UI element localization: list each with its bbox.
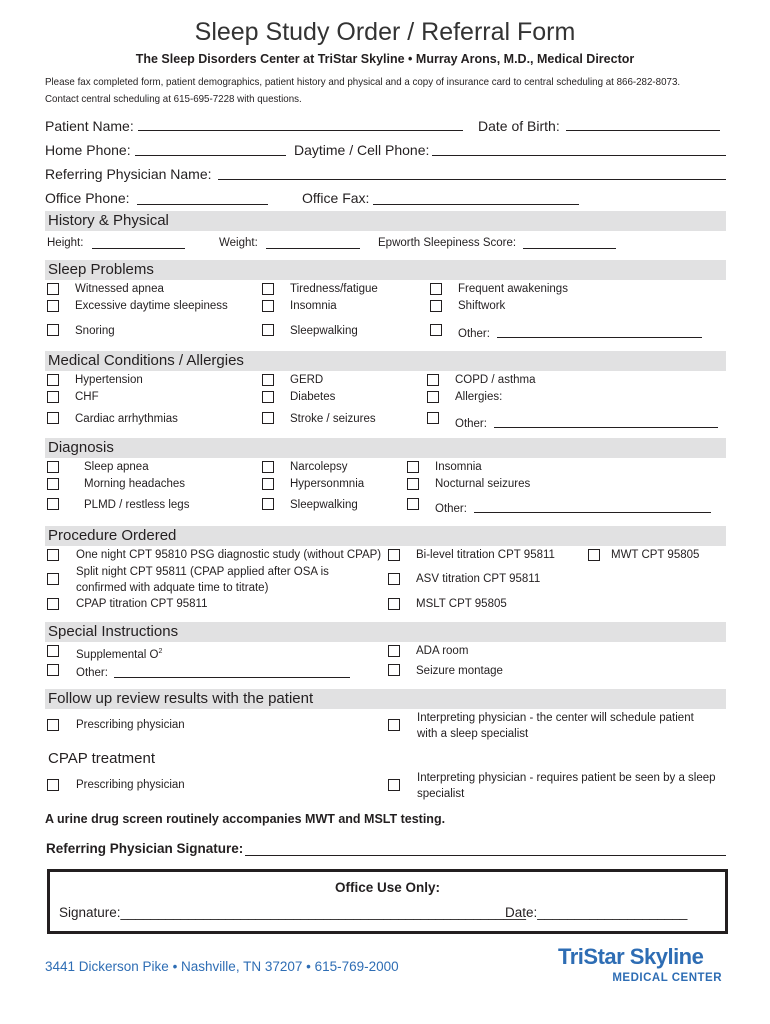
option-label: Allergies: xyxy=(455,391,503,403)
section-heading: Sleep Problems xyxy=(48,261,154,278)
section-heading: Procedure Ordered xyxy=(48,527,177,544)
office-phone-label: Office Phone: xyxy=(45,190,130,206)
snoring-checkbox[interactable] xyxy=(47,324,59,336)
narcolepsy-checkbox[interactable] xyxy=(262,461,274,473)
section-follow-up xyxy=(45,689,726,709)
urine-drug-screen-notice: A urine drug screen routinely accompanies MWT and MSLT testing. xyxy=(45,812,446,826)
option-label: Hypertension xyxy=(75,374,143,386)
bilevel-titration-checkbox[interactable] xyxy=(388,549,400,561)
office-use-box xyxy=(47,869,728,934)
copd-asthma-checkbox[interactable] xyxy=(427,374,439,386)
diagnosis-other-checkbox[interactable] xyxy=(407,498,419,510)
weight-label: Weight: xyxy=(219,237,258,249)
medical-other-checkbox[interactable] xyxy=(427,412,439,424)
hypersomnia-checkbox[interactable] xyxy=(262,478,274,490)
cpap-titration-checkbox[interactable] xyxy=(47,598,59,610)
sleep-other-field[interactable] xyxy=(497,337,702,338)
cell-phone-field[interactable] xyxy=(432,155,726,156)
referring-physician-label: Referring Physician Name: xyxy=(45,166,212,182)
split-night-checkbox[interactable] xyxy=(47,573,59,585)
referring-signature-label: Referring Physician Signature: xyxy=(46,841,244,856)
option-label: MWT CPT 95805 xyxy=(611,549,700,561)
daytime-sleepiness-checkbox[interactable] xyxy=(47,300,59,312)
logo-subtitle: MEDICAL CENTER xyxy=(612,972,722,984)
sleep-apnea-checkbox[interactable] xyxy=(47,461,59,473)
cpap-treatment-heading: CPAP treatment xyxy=(48,750,155,767)
form-title: Sleep Study Order / Referral Form xyxy=(194,18,576,46)
section-diagnosis xyxy=(45,438,726,458)
shiftwork-checkbox[interactable] xyxy=(430,300,442,312)
option-label: Other: xyxy=(455,418,487,430)
option-label: GERD xyxy=(290,374,324,386)
gerd-checkbox[interactable] xyxy=(262,374,274,386)
option-label: Nocturnal seizures xyxy=(435,478,531,490)
option-label: CPAP titration CPT 95811 xyxy=(76,598,208,610)
option-label: Seizure montage xyxy=(416,665,503,677)
nocturnal-seizures-checkbox[interactable] xyxy=(407,478,419,490)
section-heading: Follow up review results with the patient xyxy=(48,690,314,707)
dob-field[interactable] xyxy=(566,130,720,131)
supplemental-oxygen-label: Supplemental O xyxy=(76,648,159,661)
cell-phone-label: Daytime / Cell Phone: xyxy=(294,142,430,158)
option-label: CHF xyxy=(75,391,99,403)
tristar-skyline-logo xyxy=(556,944,726,992)
office-use-title: Office Use Only: xyxy=(334,880,441,895)
weight-field[interactable] xyxy=(266,248,360,249)
option-label: Cardiac arrhythmias xyxy=(75,413,178,425)
special-other-field[interactable] xyxy=(114,677,350,678)
section-heading: Medical Conditions / Allergies xyxy=(48,352,244,369)
option-label: Stroke / seizures xyxy=(290,413,376,425)
oxygen-subscript: 2 xyxy=(158,648,163,655)
allergies-checkbox[interactable] xyxy=(427,391,439,403)
plmd-checkbox[interactable] xyxy=(47,498,59,510)
logo-wordmark: TriStar Skyline xyxy=(558,944,704,969)
diabetes-checkbox[interactable] xyxy=(262,391,274,403)
epworth-field[interactable] xyxy=(523,248,616,249)
dob-label: Date of Birth: xyxy=(478,118,560,134)
sleepwalking-checkbox[interactable] xyxy=(262,324,274,336)
option-label: Bi-level titration CPT 95811 xyxy=(416,549,555,561)
medical-other-field[interactable] xyxy=(494,427,718,428)
option-label-continued: specialist xyxy=(417,788,465,800)
cpap-interpreting-checkbox[interactable] xyxy=(388,779,400,791)
asv-titration-checkbox[interactable] xyxy=(388,573,400,585)
referring-signature-field[interactable] xyxy=(245,855,726,856)
section-sleep-problems xyxy=(45,260,726,280)
diagnosis-other-field[interactable] xyxy=(474,512,711,513)
option-label: Narcolepsy xyxy=(290,461,348,473)
option-label: Excessive daytime sleepiness xyxy=(75,300,228,312)
option-label: Sleepwalking xyxy=(290,499,358,511)
office-fax-label: Office Fax: xyxy=(302,190,370,206)
section-procedure-ordered xyxy=(45,526,726,546)
footer-address: 3441 Dickerson Pike • Nashville, TN 37207 • 615-769-2000 xyxy=(45,959,399,974)
epworth-label: Epworth Sleepiness Score: xyxy=(378,237,517,249)
option-label: ADA room xyxy=(416,645,469,657)
option-label: Sleepwalking xyxy=(290,325,358,337)
psg-diagnostic-checkbox[interactable] xyxy=(47,549,59,561)
sleep-other-checkbox[interactable] xyxy=(430,324,442,336)
option-label: PLMD / restless legs xyxy=(84,499,190,511)
option-label: COPD / asthma xyxy=(455,374,536,386)
section-special-instructions xyxy=(45,622,726,642)
option-label xyxy=(76,644,162,663)
office-phone-field[interactable] xyxy=(137,204,268,205)
option-label: Interpreting physician - requires patient be seen by a sleep xyxy=(417,772,716,784)
option-label: Hypersonmnia xyxy=(290,478,365,490)
option-label: Interpreting physician - the center will schedule patient xyxy=(417,712,694,724)
option-label-continued: confirmed with adquate time to titrate) xyxy=(76,582,269,594)
section-medical-conditions xyxy=(45,351,726,371)
option-label: Sleep apnea xyxy=(84,461,149,473)
hypertension-checkbox[interactable] xyxy=(47,374,59,386)
tiredness-checkbox[interactable] xyxy=(262,283,274,295)
option-label: Snoring xyxy=(75,325,115,337)
option-label: ASV titration CPT 95811 xyxy=(416,573,541,585)
diagnosis-insomnia-checkbox[interactable] xyxy=(407,461,419,473)
stroke-seizures-checkbox[interactable] xyxy=(262,412,274,424)
morning-headaches-checkbox[interactable] xyxy=(47,478,59,490)
witnessed-apnea-checkbox[interactable] xyxy=(47,283,59,295)
option-label: Other: xyxy=(76,667,108,679)
section-history-physical xyxy=(45,211,726,231)
followup-prescribing-checkbox[interactable] xyxy=(47,719,59,731)
option-label: Tiredness/fatigue xyxy=(290,283,378,295)
option-label: Split night CPT 95811 (CPAP applied after OSA is xyxy=(76,566,329,578)
option-label-continued: with a sleep specialist xyxy=(417,728,529,740)
option-label: Shiftwork xyxy=(458,300,506,312)
home-phone-field[interactable] xyxy=(135,155,286,156)
referring-physician-field[interactable] xyxy=(218,179,726,180)
section-heading: History & Physical xyxy=(48,212,169,229)
insomnia-checkbox[interactable] xyxy=(262,300,274,312)
mslt-checkbox[interactable] xyxy=(388,598,400,610)
special-other-checkbox[interactable] xyxy=(47,664,59,676)
supplemental-oxygen-checkbox[interactable] xyxy=(47,645,59,657)
option-label: Prescribing physician xyxy=(76,779,185,791)
seizure-montage-checkbox[interactable] xyxy=(388,664,400,676)
patient-name-label: Patient Name: xyxy=(45,118,134,134)
height-label: Height: xyxy=(47,237,84,249)
office-date-field[interactable]: Date:____________________ xyxy=(505,905,688,920)
diagnosis-sleepwalking-checkbox[interactable] xyxy=(262,498,274,510)
instructions-line-2: Contact central scheduling at 615-695-7228 with questions. xyxy=(45,93,302,105)
form-subtitle: The Sleep Disorders Center at TriStar Skyline • Murray Arons, M.D., Medical Director xyxy=(135,52,635,66)
cpap-prescribing-checkbox[interactable] xyxy=(47,779,59,791)
chf-checkbox[interactable] xyxy=(47,391,59,403)
option-label: Insomnia xyxy=(435,461,482,473)
option-label: Witnessed apnea xyxy=(75,283,164,295)
office-signature-field[interactable]: Signature:______________________________________________________ xyxy=(59,905,526,920)
office-fax-field[interactable] xyxy=(373,204,579,205)
option-label: MSLT CPT 95805 xyxy=(416,598,507,610)
ada-room-checkbox[interactable] xyxy=(388,645,400,657)
mwt-checkbox[interactable] xyxy=(588,549,600,561)
option-label: Morning headaches xyxy=(84,478,186,490)
option-label: Other: xyxy=(458,328,490,340)
home-phone-label: Home Phone: xyxy=(45,142,131,158)
option-label: Frequent awakenings xyxy=(458,283,568,295)
patient-name-field[interactable] xyxy=(138,130,463,131)
option-label: One night CPT 95810 PSG diagnostic study (without CPAP) xyxy=(76,549,382,561)
frequent-awakenings-checkbox[interactable] xyxy=(430,283,442,295)
option-label: Diabetes xyxy=(290,391,336,403)
cardiac-arrhythmias-checkbox[interactable] xyxy=(47,412,59,424)
instructions-line-1: Please fax completed form, patient demographics, patient history and physical and a copy of insurance card to central scheduling at 866-282-8073. xyxy=(45,76,681,88)
section-heading: Special Instructions xyxy=(48,623,179,640)
option-label: Other: xyxy=(435,503,467,515)
section-heading: Diagnosis xyxy=(48,439,114,456)
option-label: Prescribing physician xyxy=(76,719,185,731)
followup-interpreting-checkbox[interactable] xyxy=(388,719,400,731)
height-field[interactable] xyxy=(92,248,185,249)
option-label: Insomnia xyxy=(290,300,337,312)
